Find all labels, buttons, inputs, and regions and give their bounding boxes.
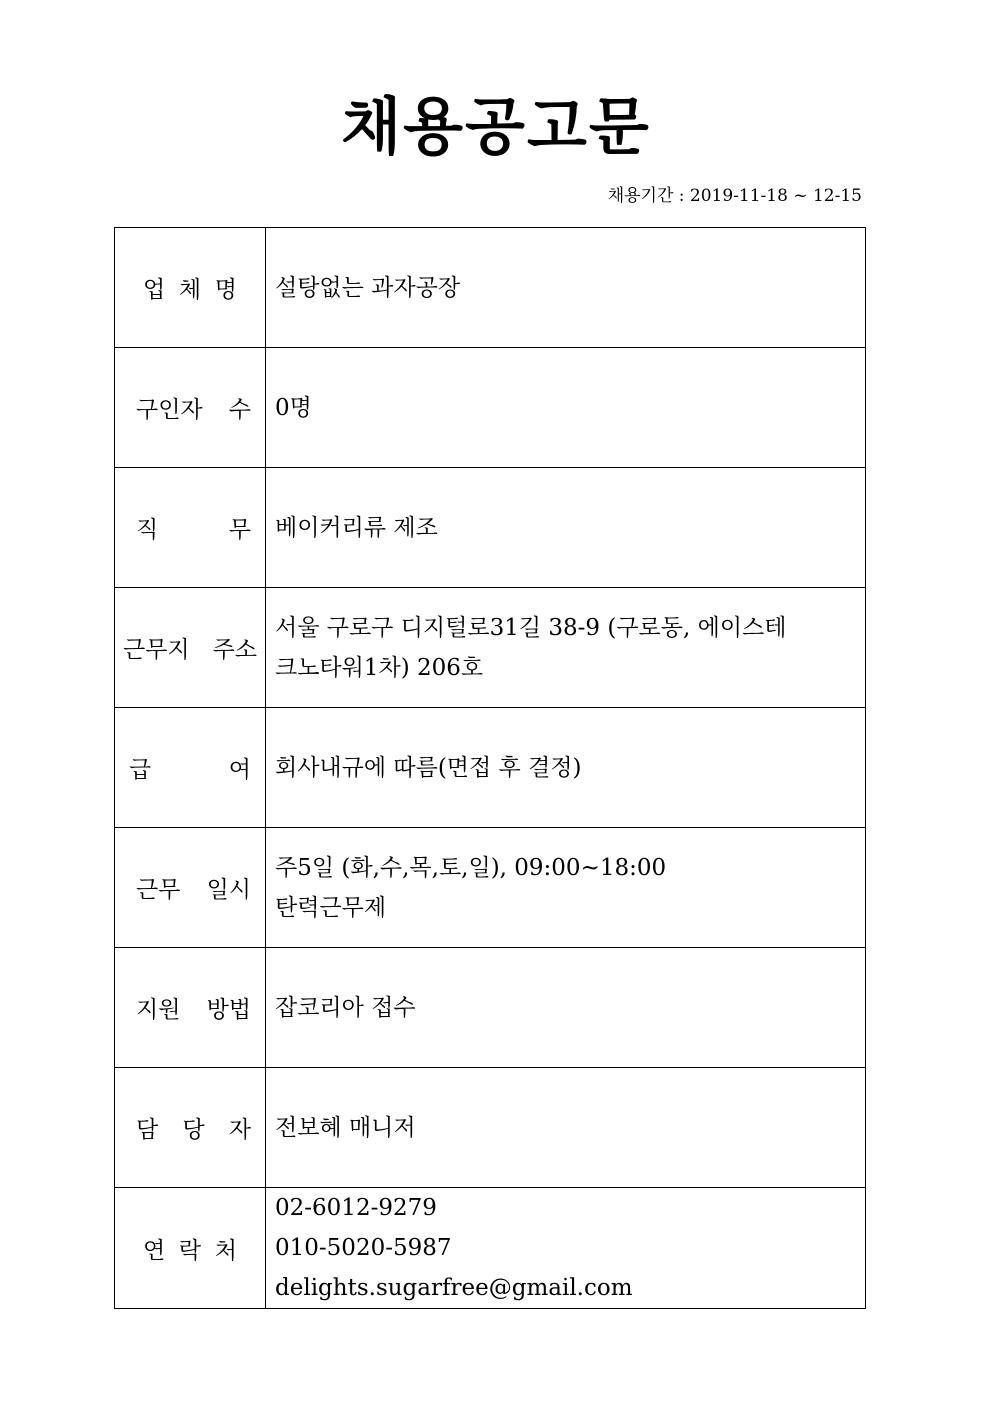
- label-char: 일시: [206, 877, 251, 903]
- label-char: 자: [228, 1117, 251, 1143]
- label-char: 무: [228, 517, 251, 543]
- row-headcount: [115, 348, 866, 468]
- row-contact-person: [115, 1068, 866, 1188]
- row-application-method: [115, 948, 866, 1068]
- value-contact-person: [266, 1068, 866, 1188]
- label-headcount: [115, 348, 266, 468]
- row-salary: [115, 708, 866, 828]
- label-char: 방법: [206, 997, 251, 1023]
- label-char: 담: [136, 1117, 159, 1143]
- label-char: 수: [228, 397, 251, 423]
- label-char: 지원: [136, 997, 181, 1023]
- label-char: 주소: [212, 637, 257, 663]
- label-char: 직: [136, 517, 159, 543]
- value-line: 탄력근무제: [275, 894, 387, 921]
- value-contact-info: [266, 1188, 866, 1309]
- label-char: 근무: [136, 877, 181, 903]
- row-work-hours: [115, 828, 866, 948]
- label-char: 당: [182, 1117, 205, 1143]
- value-line: 회사내규에 따름(면접 후 결정): [275, 754, 582, 781]
- value-job-duty: [266, 468, 866, 588]
- row-work-address: [115, 588, 866, 708]
- label-char: 체: [178, 277, 202, 303]
- value-company-name: [266, 228, 866, 348]
- label-char: 근무지: [123, 637, 190, 663]
- label-char: 명: [214, 277, 237, 303]
- value-application-method: [266, 948, 866, 1068]
- value-work-hours: [266, 828, 866, 948]
- row-company-name: [115, 228, 866, 348]
- label-char: 여: [228, 757, 251, 783]
- value-line: 주5일 (화,수,목,토,일), 09:00~18:00: [275, 854, 667, 881]
- label-company-name: [115, 228, 266, 348]
- value-line: 설탕없는 과자공장: [275, 274, 461, 301]
- label-char: 락: [178, 1237, 202, 1264]
- row-contact-info: [115, 1188, 866, 1309]
- label-char: 업: [143, 277, 166, 303]
- value-headcount: [266, 348, 866, 468]
- phone-number: 02-6012-9279: [275, 1195, 437, 1221]
- recruitment-period: 채용기간 : 2019-11-18 ~ 12-15: [607, 186, 862, 206]
- label-job-duty: [115, 468, 266, 588]
- label-application-method: [115, 948, 266, 1068]
- label-salary: [115, 708, 266, 828]
- label-work-address: [115, 588, 266, 708]
- email-address: delights.sugarfree@gmail.com: [275, 1275, 633, 1301]
- value-line: 0명: [275, 394, 312, 421]
- value-line: 크노타워1차) 206호: [275, 654, 484, 681]
- label-char: 처: [214, 1237, 237, 1264]
- value-work-address: [266, 588, 866, 708]
- label-char: 연: [143, 1237, 166, 1264]
- label-char: 구인자: [136, 397, 203, 423]
- value-salary: [266, 708, 866, 828]
- label-contact-info: [115, 1188, 266, 1309]
- label-char: 급: [129, 757, 152, 783]
- page-title: 채용공고문: [341, 90, 651, 163]
- value-line: 베이커리류 제조: [275, 514, 438, 541]
- label-work-hours: [115, 828, 266, 948]
- value-line: 서울 구로구 디지털로31길 38-9 (구로동, 에이스테: [275, 614, 787, 641]
- label-contact-person: [115, 1068, 266, 1188]
- mobile-number: 010-5020-5987: [275, 1235, 452, 1261]
- value-line: 잡코리아 접수: [275, 994, 416, 1021]
- job-info-table: [114, 227, 866, 1309]
- value-line: 전보혜 매니저: [275, 1114, 416, 1141]
- row-job-duty: [115, 468, 866, 588]
